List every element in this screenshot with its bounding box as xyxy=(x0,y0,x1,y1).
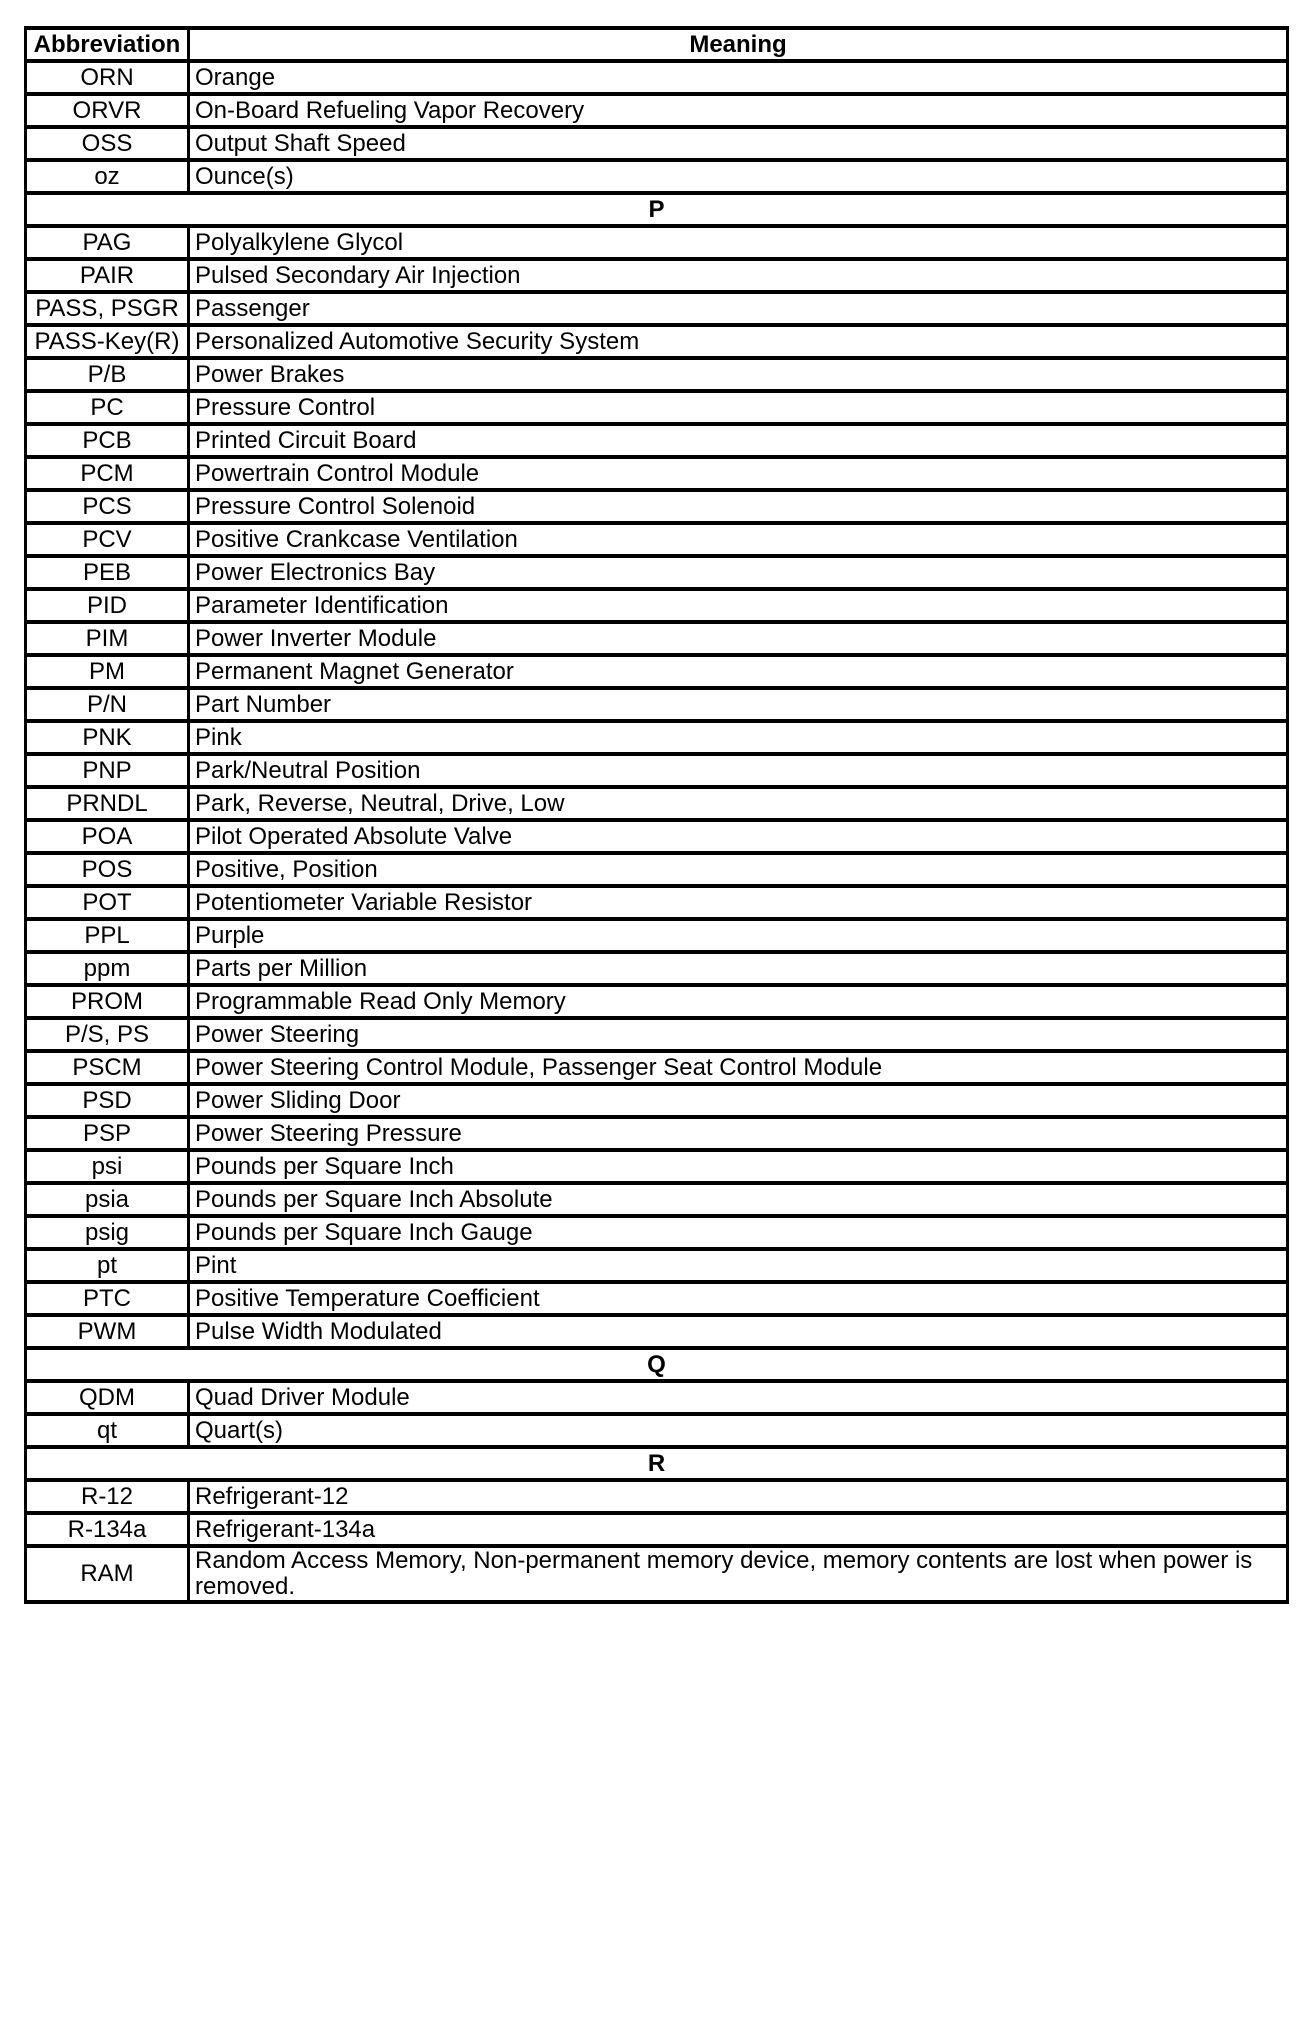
abbreviation-cell: R-134a xyxy=(26,1513,189,1546)
table-row xyxy=(26,688,1288,721)
meaning-cell: Passenger xyxy=(189,292,1288,325)
header-meaning: Meaning xyxy=(189,28,1288,61)
abbreviation-cell: PNK xyxy=(26,721,189,754)
meaning-cell: Positive Temperature Coefficient xyxy=(189,1282,1288,1315)
meaning-cell: Positive Crankcase Ventilation xyxy=(189,523,1288,556)
abbreviation-cell: OSS xyxy=(26,127,189,160)
abbreviation-cell: P/S, PS xyxy=(26,1018,189,1051)
abbreviation-cell: ppm xyxy=(26,952,189,985)
meaning-cell: Quart(s) xyxy=(189,1414,1288,1447)
abbreviation-cell: PAG xyxy=(26,226,189,259)
abbreviation-cell: PCS xyxy=(26,490,189,523)
abbreviation-cell: oz xyxy=(26,160,189,193)
meaning-cell: On-Board Refueling Vapor Recovery xyxy=(189,94,1288,127)
abbreviation-cell: POT xyxy=(26,886,189,919)
table-row xyxy=(26,259,1288,292)
table-row xyxy=(26,1117,1288,1150)
table-row xyxy=(26,1150,1288,1183)
table-row xyxy=(26,1051,1288,1084)
section-letter: R xyxy=(26,1447,1288,1480)
meaning-cell: Powertrain Control Module xyxy=(189,457,1288,490)
meaning-cell: Random Access Memory, Non-permanent memory device, memory contents are lost when power is removed. xyxy=(189,1546,1288,1602)
abbreviation-cell: psi xyxy=(26,1150,189,1183)
abbreviation-cell: PSCM xyxy=(26,1051,189,1084)
table-row xyxy=(26,325,1288,358)
meaning-cell: Output Shaft Speed xyxy=(189,127,1288,160)
meaning-cell: Programmable Read Only Memory xyxy=(189,985,1288,1018)
table-row xyxy=(26,127,1288,160)
meaning-cell: Personalized Automotive Security System xyxy=(189,325,1288,358)
table-row xyxy=(26,1216,1288,1249)
abbreviation-cell: PCB xyxy=(26,424,189,457)
table-row xyxy=(26,919,1288,952)
table-row xyxy=(26,754,1288,787)
meaning-cell: Refrigerant-12 xyxy=(189,1480,1288,1513)
abbreviation-cell: PAIR xyxy=(26,259,189,292)
abbreviation-cell: ORN xyxy=(26,61,189,94)
table-row xyxy=(26,1513,1288,1546)
table-row xyxy=(26,1315,1288,1348)
abbreviation-cell: PCV xyxy=(26,523,189,556)
meaning-cell: Park/Neutral Position xyxy=(189,754,1288,787)
meaning-cell: Pounds per Square Inch xyxy=(189,1150,1288,1183)
meaning-cell: Park, Reverse, Neutral, Drive, Low xyxy=(189,787,1288,820)
table-row xyxy=(26,1546,1288,1602)
table-row xyxy=(26,292,1288,325)
meaning-cell: Pounds per Square Inch Absolute xyxy=(189,1183,1288,1216)
section-letter: P xyxy=(26,193,1288,226)
abbreviation-cell: P/B xyxy=(26,358,189,391)
table-row xyxy=(26,952,1288,985)
abbreviation-cell: pt xyxy=(26,1249,189,1282)
abbreviation-cell: PROM xyxy=(26,985,189,1018)
meaning-cell: Power Brakes xyxy=(189,358,1288,391)
meaning-cell: Pulsed Secondary Air Injection xyxy=(189,259,1288,292)
abbreviation-cell: PIM xyxy=(26,622,189,655)
table-row xyxy=(26,985,1288,1018)
meaning-cell: Pressure Control xyxy=(189,391,1288,424)
meaning-cell: Part Number xyxy=(189,688,1288,721)
abbreviation-cell: PCM xyxy=(26,457,189,490)
meaning-cell: Pint xyxy=(189,1249,1288,1282)
table-row xyxy=(26,226,1288,259)
abbreviation-cell: ORVR xyxy=(26,94,189,127)
abbreviation-cell: PPL xyxy=(26,919,189,952)
abbreviation-cell: qt xyxy=(26,1414,189,1447)
meaning-cell: Purple xyxy=(189,919,1288,952)
abbreviation-cell: PM xyxy=(26,655,189,688)
meaning-cell: Polyalkylene Glycol xyxy=(189,226,1288,259)
meaning-cell: Power Inverter Module xyxy=(189,622,1288,655)
abbreviation-cell: psig xyxy=(26,1216,189,1249)
meaning-cell: Permanent Magnet Generator xyxy=(189,655,1288,688)
abbreviation-cell: PTC xyxy=(26,1282,189,1315)
table-row xyxy=(26,1381,1288,1414)
meaning-cell: Pulse Width Modulated xyxy=(189,1315,1288,1348)
abbreviation-cell: POS xyxy=(26,853,189,886)
table-row xyxy=(26,820,1288,853)
abbreviation-table xyxy=(24,26,1289,1604)
table-row xyxy=(26,589,1288,622)
table-row xyxy=(26,655,1288,688)
meaning-cell: Printed Circuit Board xyxy=(189,424,1288,457)
abbreviation-cell: RAM xyxy=(26,1546,189,1602)
table-row xyxy=(26,490,1288,523)
section-row xyxy=(26,193,1288,226)
table-header-row xyxy=(26,28,1288,61)
table-row xyxy=(26,1414,1288,1447)
table-row xyxy=(26,886,1288,919)
abbreviation-cell: QDM xyxy=(26,1381,189,1414)
table-row xyxy=(26,424,1288,457)
abbreviation-cell: PNP xyxy=(26,754,189,787)
abbreviation-cell: PRNDL xyxy=(26,787,189,820)
meaning-cell: Orange xyxy=(189,61,1288,94)
abbreviation-cell: POA xyxy=(26,820,189,853)
table-row xyxy=(26,787,1288,820)
meaning-cell: Power Steering xyxy=(189,1018,1288,1051)
table-row xyxy=(26,853,1288,886)
table-row xyxy=(26,1084,1288,1117)
section-letter: Q xyxy=(26,1348,1288,1381)
meaning-cell: Power Electronics Bay xyxy=(189,556,1288,589)
meaning-cell: Pilot Operated Absolute Valve xyxy=(189,820,1288,853)
table-row xyxy=(26,1480,1288,1513)
meaning-cell: Pink xyxy=(189,721,1288,754)
abbreviation-cell: R-12 xyxy=(26,1480,189,1513)
table-row xyxy=(26,94,1288,127)
section-row xyxy=(26,1447,1288,1480)
meaning-cell: Power Steering Control Module, Passenger Seat Control Module xyxy=(189,1051,1288,1084)
meaning-cell: Positive, Position xyxy=(189,853,1288,886)
table-row xyxy=(26,556,1288,589)
abbreviation-cell: PC xyxy=(26,391,189,424)
meaning-cell: Ounce(s) xyxy=(189,160,1288,193)
abbreviation-cell: PWM xyxy=(26,1315,189,1348)
table-row xyxy=(26,1282,1288,1315)
table-row xyxy=(26,457,1288,490)
table-row xyxy=(26,358,1288,391)
table-row xyxy=(26,1249,1288,1282)
meaning-cell: Parameter Identification xyxy=(189,589,1288,622)
abbreviation-cell: PSP xyxy=(26,1117,189,1150)
section-row xyxy=(26,1348,1288,1381)
table-row xyxy=(26,721,1288,754)
abbreviation-cell: PASS, PSGR xyxy=(26,292,189,325)
table-body xyxy=(26,61,1288,1602)
abbreviation-cell: PSD xyxy=(26,1084,189,1117)
meaning-cell: Refrigerant-134a xyxy=(189,1513,1288,1546)
table-row xyxy=(26,160,1288,193)
table-row xyxy=(26,1018,1288,1051)
abbreviation-cell: PEB xyxy=(26,556,189,589)
meaning-cell: Pressure Control Solenoid xyxy=(189,490,1288,523)
table-row xyxy=(26,523,1288,556)
abbreviation-cell: P/N xyxy=(26,688,189,721)
abbreviation-cell: psia xyxy=(26,1183,189,1216)
meaning-cell: Quad Driver Module xyxy=(189,1381,1288,1414)
meaning-cell: Potentiometer Variable Resistor xyxy=(189,886,1288,919)
meaning-cell: Power Steering Pressure xyxy=(189,1117,1288,1150)
header-abbreviation: Abbreviation xyxy=(26,28,189,61)
table-row xyxy=(26,1183,1288,1216)
table-row xyxy=(26,61,1288,94)
meaning-cell: Pounds per Square Inch Gauge xyxy=(189,1216,1288,1249)
abbreviation-cell: PID xyxy=(26,589,189,622)
meaning-cell: Parts per Million xyxy=(189,952,1288,985)
abbreviation-cell: PASS-Key(R) xyxy=(26,325,189,358)
table-row xyxy=(26,391,1288,424)
meaning-cell: Power Sliding Door xyxy=(189,1084,1288,1117)
table-row xyxy=(26,622,1288,655)
